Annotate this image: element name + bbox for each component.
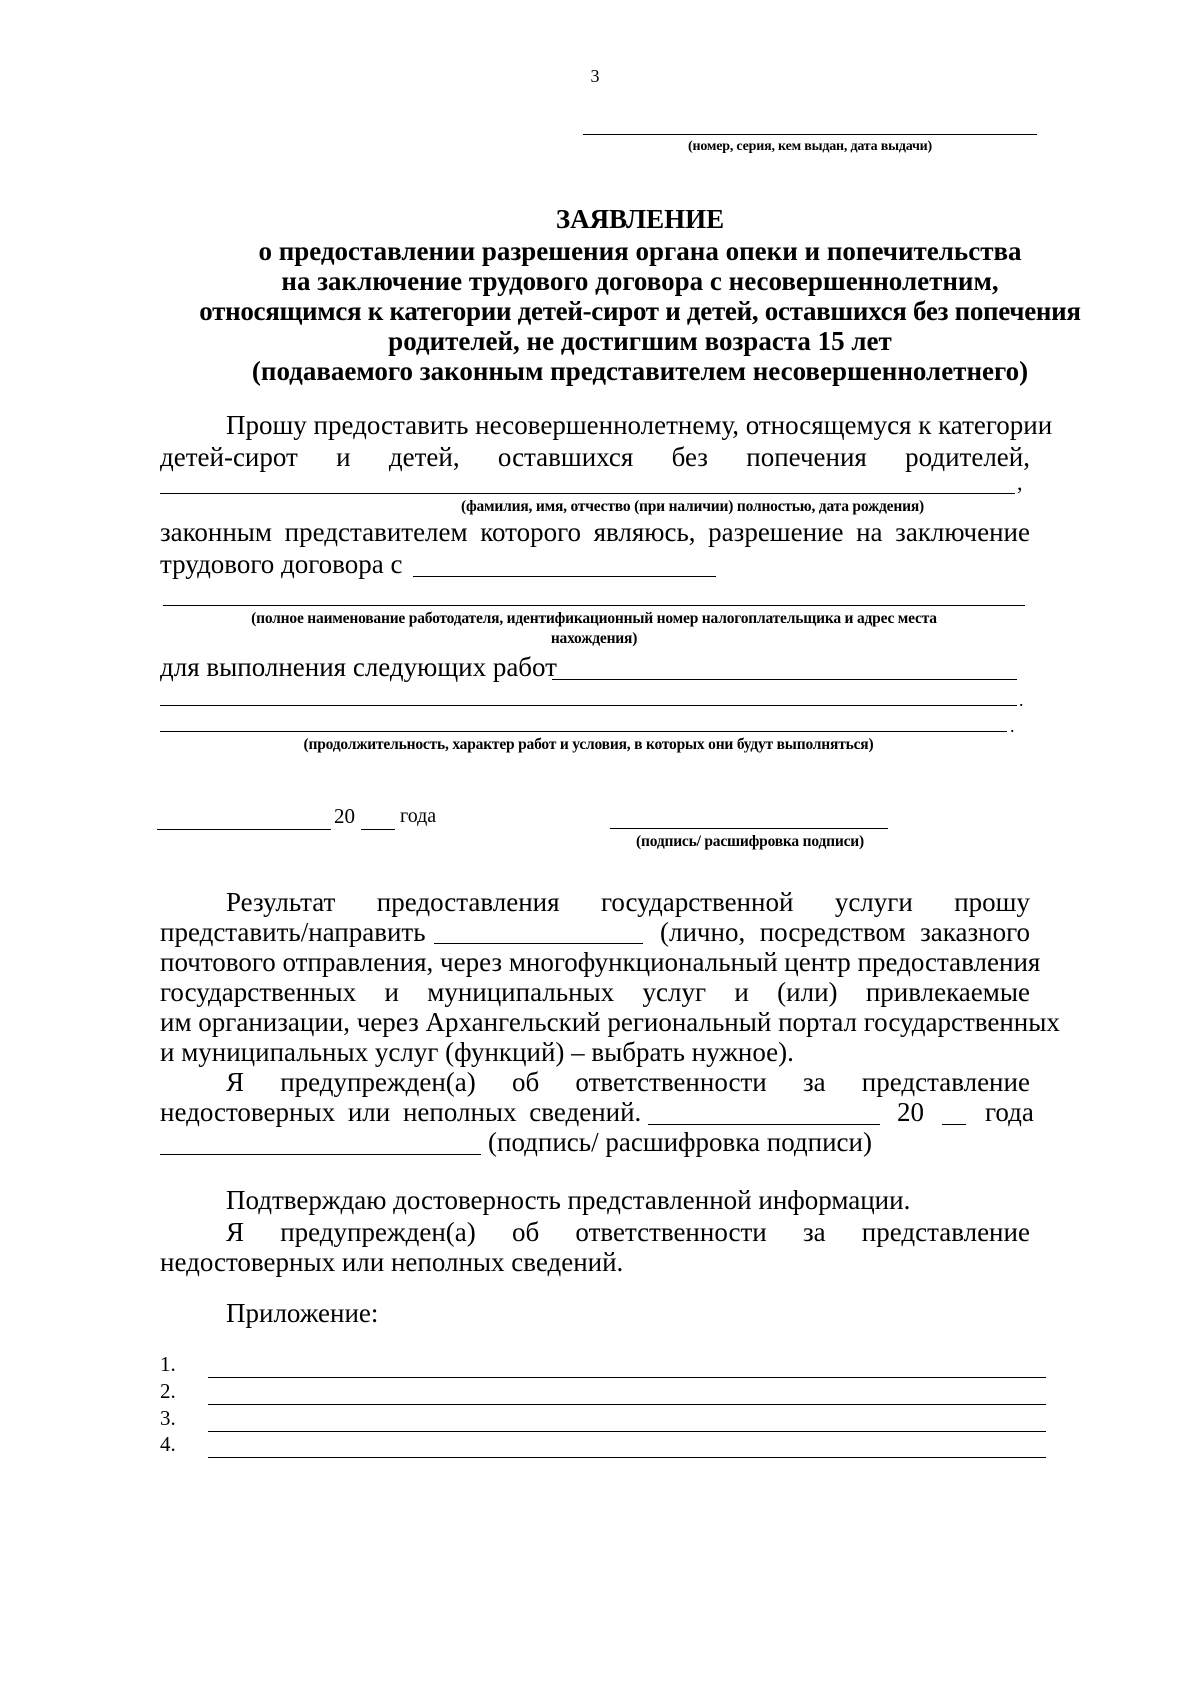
- date-year-line[interactable]: [361, 829, 395, 830]
- word: услуг: [642, 977, 707, 1007]
- minor-line-comma: ,: [1017, 470, 1023, 495]
- word: ответственности: [575, 1217, 767, 1247]
- result-date-line[interactable]: [648, 1124, 880, 1125]
- result-line-5: им организации, через Архангельский региональный портал государственных: [160, 1007, 1060, 1037]
- result-signature-line[interactable]: [160, 1154, 481, 1155]
- attachments-label: Приложение:: [226, 1298, 379, 1328]
- work-label: для выполнения следующих работ: [160, 652, 557, 682]
- word: предупрежден(а): [280, 1067, 476, 1097]
- attachment-number-1: 1.: [160, 1352, 176, 1376]
- work-line-1[interactable]: [552, 679, 1017, 680]
- passport-line[interactable]: [583, 134, 1037, 135]
- minor-caption: (фамилия, имя, отчество (при наличии) полностью, дата рождения): [461, 498, 924, 515]
- word: попечения: [746, 442, 867, 472]
- request-line-4: законным представителем которого являюсь, разрешение на заключение: [160, 517, 1030, 547]
- employer-caption-1: (полное наименование работодателя, идентификационный номер налогоплательщика и адрес места: [251, 610, 937, 627]
- attachment-line-3[interactable]: [208, 1431, 1046, 1432]
- word: за: [802, 1217, 826, 1247]
- employer-line-short[interactable]: [413, 576, 716, 577]
- word: предупрежден(а): [280, 1217, 476, 1247]
- word: государственных: [160, 977, 357, 1007]
- delivery-method-line[interactable]: [434, 943, 643, 944]
- employer-line-full[interactable]: [163, 605, 1025, 606]
- passport-caption: (номер, серия, кем выдан, дата выдачи): [688, 139, 932, 154]
- minor-name-line[interactable]: [160, 493, 1015, 494]
- word: детей-сирот: [160, 442, 298, 472]
- word: Я: [226, 1067, 245, 1097]
- request-line-2: [160, 441, 1030, 474]
- word: муниципальных: [427, 977, 615, 1007]
- result-year-prefix: 20: [897, 1097, 924, 1127]
- result-line-1: [226, 886, 1030, 919]
- word: услуги: [834, 887, 913, 917]
- word: предоставления: [376, 887, 560, 917]
- word: представление: [861, 1067, 1030, 1097]
- result-line-2-label: представить/направить: [160, 917, 426, 947]
- word: детей,: [388, 442, 460, 472]
- word: представление: [861, 1217, 1030, 1247]
- work-line-2-end: .: [1019, 690, 1024, 710]
- title-line-2: на заключение трудового договора с несовершеннолетним,: [281, 266, 999, 296]
- word: оставшихся: [497, 442, 634, 472]
- attachment-number-3: 3.: [160, 1406, 176, 1430]
- result-line-2-options: (лично, посредством заказного: [660, 917, 1030, 947]
- word: государственной: [600, 887, 794, 917]
- word: (или): [777, 977, 838, 1007]
- word: об: [511, 1217, 540, 1247]
- word: и: [734, 977, 749, 1007]
- word: Результат: [226, 887, 336, 917]
- request-line-5: трудового договора с: [160, 549, 403, 579]
- attachment-number-2: 2.: [160, 1379, 176, 1403]
- date-line[interactable]: [157, 829, 331, 830]
- word: ответственности: [575, 1067, 767, 1097]
- title-line-4: родителей, не достигшим возраста 15 лет: [388, 326, 892, 356]
- result-warn-line-1: [226, 1066, 1030, 1099]
- attachment-line-2[interactable]: [208, 1404, 1046, 1405]
- signature-caption: (подпись/ расшифровка подписи): [636, 833, 864, 850]
- word: Я: [226, 1217, 245, 1247]
- title-line-3: относящимся к категории детей-сирот и детей, оставшихся без попечения: [199, 296, 1081, 326]
- attachment-line-4[interactable]: [208, 1457, 1046, 1458]
- work-caption: (продолжительность, характер работ и условия, в которых они будут выполняться): [303, 736, 874, 753]
- employer-caption-2: нахождения): [550, 630, 638, 647]
- date-year-prefix: 20: [334, 804, 355, 828]
- confirm-line-3: недостоверных или неполных сведений.: [160, 1247, 624, 1277]
- confirm-line-1: Подтверждаю достоверность представленной информации.: [226, 1185, 911, 1215]
- result-line-4: [160, 976, 1030, 1009]
- page-number: 3: [590, 66, 600, 86]
- request-line-1: Прошу предоставить несовершеннолетнему, относящемуся к категории: [226, 410, 1053, 440]
- date-year-suffix: года: [400, 805, 437, 827]
- work-line-2[interactable]: [160, 705, 1017, 706]
- attachment-number-4: 4.: [160, 1432, 176, 1456]
- title-line-1: о предоставлении разрешения органа опеки и попечительства: [258, 236, 1022, 266]
- word: прошу: [954, 887, 1030, 917]
- word: родителей,: [905, 442, 1030, 472]
- work-line-3-end: .: [1010, 716, 1015, 736]
- document-heading: ЗАЯВЛЕНИЕ: [555, 204, 725, 234]
- word: без: [671, 442, 708, 472]
- confirm-line-2: [226, 1216, 1030, 1249]
- result-warn-line-2: недостоверных или неполных сведений.: [160, 1097, 642, 1127]
- word: привлекаемые: [865, 977, 1030, 1007]
- word: за: [802, 1067, 826, 1097]
- signature-line[interactable]: [610, 828, 888, 829]
- result-line-6: и муниципальных услуг (функций) – выбрать нужное).: [160, 1037, 794, 1067]
- word: и: [336, 442, 351, 472]
- attachment-line-1[interactable]: [208, 1377, 1046, 1378]
- title-line-5: (подаваемого законным представителем несовершеннолетнего): [251, 356, 1029, 386]
- word: об: [511, 1067, 540, 1097]
- work-line-3[interactable]: [160, 731, 1007, 732]
- word: и: [384, 977, 399, 1007]
- result-year-line[interactable]: [942, 1124, 966, 1125]
- result-signature-caption: (подпись/ расшифровка подписи): [488, 1127, 872, 1157]
- result-year-suffix: года: [985, 1097, 1034, 1127]
- result-line-3: почтового отправления, через многофункциональный центр предоставления: [160, 947, 1041, 977]
